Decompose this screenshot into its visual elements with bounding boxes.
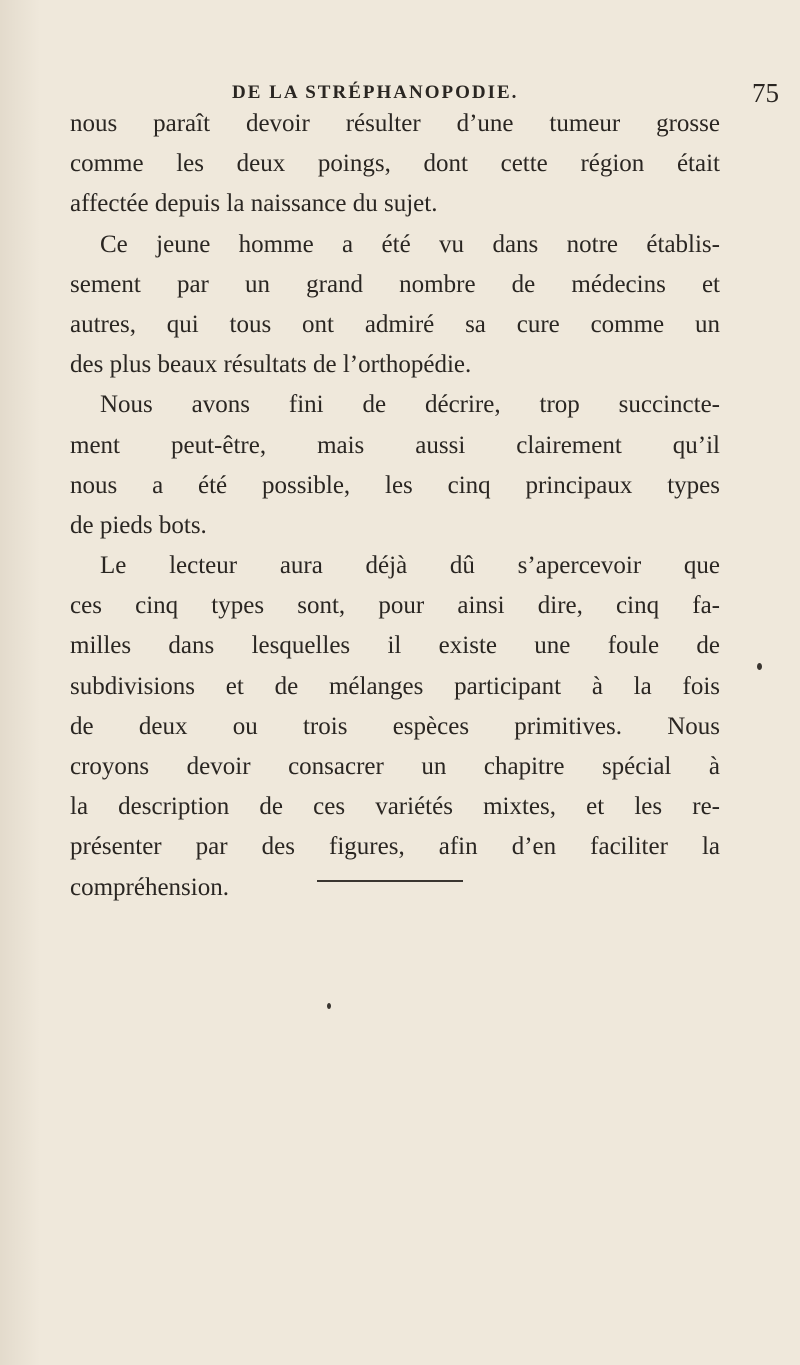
text-line: comme les deux poings, dont cette région était bbox=[70, 150, 720, 178]
ink-speck bbox=[327, 1003, 331, 1009]
text-line: subdivisions et de mélanges participant à la fois bbox=[70, 672, 720, 700]
page-number: 75 bbox=[752, 78, 779, 108]
text-line: autres, qui tous ont admiré sa cure comme un bbox=[70, 310, 720, 338]
text-line: Nous avons fini de décrire, trop succincte- bbox=[100, 391, 720, 419]
text-line: la description de ces variétés mixtes, et les re- bbox=[70, 793, 720, 821]
text-line: nous paraît devoir résulter d’une tumeur grosse bbox=[70, 110, 720, 137]
text-line: compréhension. bbox=[70, 873, 229, 901]
running-title: DE LA STRÉPHANOPODIE. bbox=[232, 82, 519, 103]
text-line: ment peut-être, mais aussi clairement qu’il bbox=[70, 431, 720, 459]
text-line: présenter par des figures, afin d’en faciliter la bbox=[70, 833, 720, 861]
text-line: sement par un grand nombre de médecins et bbox=[70, 270, 720, 298]
text-line: ces cinq types sont, pour ainsi dire, cinq fa- bbox=[70, 592, 720, 620]
ink-speck bbox=[757, 663, 762, 670]
text-line: de pieds bots. bbox=[70, 511, 207, 539]
text-line: milles dans lesquelles il existe une foule de bbox=[70, 632, 720, 660]
text-line: affectée depuis la naissance du sujet. bbox=[70, 190, 438, 218]
text-line: Ce jeune homme a été vu dans notre établis- bbox=[100, 230, 720, 258]
text-line: de deux ou trois espèces primitives. Nous bbox=[70, 712, 720, 740]
section-end-rule bbox=[317, 880, 463, 882]
text-line: Le lecteur aura déjà dû s’apercevoir que bbox=[100, 552, 720, 580]
text-line: croyons devoir consacrer un chapitre spécial à bbox=[70, 753, 720, 780]
body-text bbox=[70, 104, 720, 908]
text-line: des plus beaux résultats de l’orthopédie. bbox=[70, 351, 472, 379]
text-line: nous a été possible, les cinq principaux types bbox=[70, 471, 720, 499]
